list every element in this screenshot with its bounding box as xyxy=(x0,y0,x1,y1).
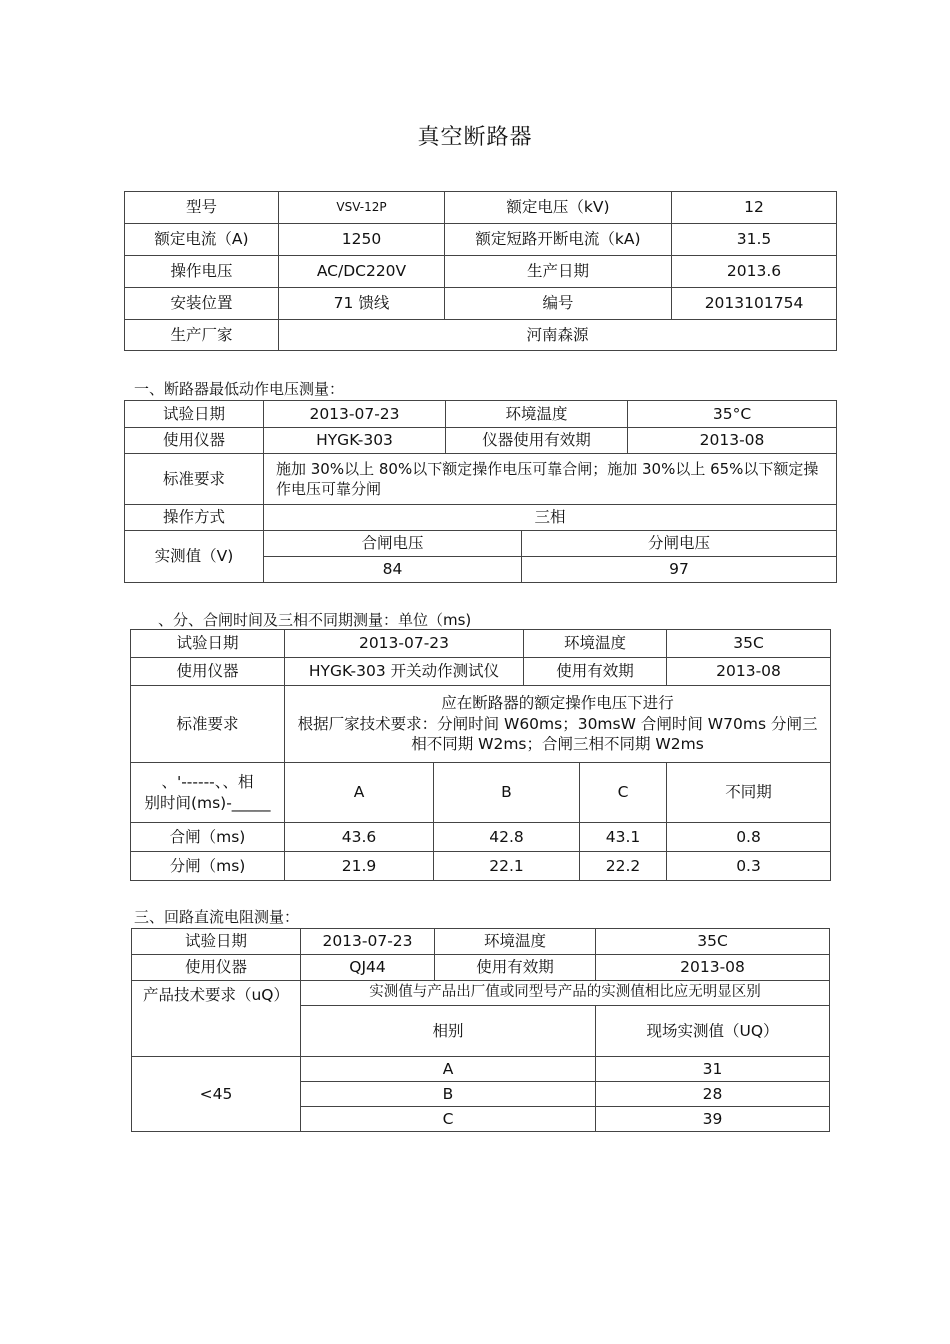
sec2-req-label: 标准要求 xyxy=(131,686,285,763)
sec3-phase-cell: C xyxy=(301,1107,596,1132)
model-label: 型号 xyxy=(125,192,279,224)
sec3-phase-cell: A xyxy=(301,1057,596,1082)
sec3-limit-value: <45 xyxy=(132,1057,301,1132)
sec1-temp-value: 35°C xyxy=(628,401,837,428)
sec1-close-value: 84 xyxy=(264,557,522,583)
sec1-req-value: 施加 30%以上 80%以下额定操作电压可靠合闸；施加 30%以上 65%以下额定操作电压可靠分闸 xyxy=(264,454,837,505)
document-title: 真空断路器 xyxy=(417,125,533,150)
sec2-temp-label: 环境温度 xyxy=(524,630,667,658)
location-label: 安装位置 xyxy=(125,288,279,320)
sec2-cell-a: 43.6 xyxy=(285,823,434,852)
serial-label: 编号 xyxy=(445,288,672,320)
rated-current-label: 额定电流（A) xyxy=(125,224,279,256)
sec2-date-label: 试验日期 xyxy=(131,630,285,658)
sec1-instr-label: 使用仪器 xyxy=(125,428,264,454)
sec1-close-label: 合闸电压 xyxy=(264,531,522,557)
prod-date-value: 2013.6 xyxy=(672,256,837,288)
rated-voltage-value: 12 xyxy=(672,192,837,224)
sec2-corner-line1: 、'------、、相 xyxy=(161,772,254,791)
sec2-temp-value: 35C xyxy=(667,630,831,658)
timing-table xyxy=(130,629,831,881)
section2-heading: 、分、合闸时间及三相不同期测量：单位（ms) xyxy=(158,611,472,629)
min-voltage-table xyxy=(124,400,837,583)
sec2-col-c: C xyxy=(580,763,667,823)
sec2-req-line2: 根据厂家技术要求：分闸时间 W60ms；30msW 合闸时间 W70ms 分闸三相不同期 W2ms；合闸三相不同期 W2ms xyxy=(297,714,818,754)
section1-heading: 一、断路器最低动作电压测量： xyxy=(134,380,345,398)
short-break-value: 31.5 xyxy=(672,224,837,256)
sec3-phase-label: 相别 xyxy=(301,1006,596,1057)
maker-label: 生产厂家 xyxy=(125,320,279,351)
sec2-row-label: 合闸（ms) xyxy=(131,823,285,852)
sec2-cell-diff: 0.8 xyxy=(667,823,831,852)
sec2-row-label: 分闸（ms) xyxy=(131,852,285,881)
sec1-req-label: 标准要求 xyxy=(125,454,264,505)
sec1-open-value: 97 xyxy=(522,557,837,583)
sec2-req-line1: 应在断路器的额定操作电压下进行 xyxy=(441,693,674,712)
sec2-valid-value: 2013-08 xyxy=(667,658,831,686)
sec2-cell-b: 42.8 xyxy=(434,823,580,852)
sec3-value-cell: 31 xyxy=(596,1057,830,1082)
resistance-table xyxy=(131,928,830,1132)
sec1-date-label: 试验日期 xyxy=(125,401,264,428)
sec2-cell-diff: 0.3 xyxy=(667,852,831,881)
sec3-measured-label: 现场实测值（UQ） xyxy=(596,1006,830,1057)
sec3-date-label: 试验日期 xyxy=(132,929,301,955)
sec3-valid-value: 2013-08 xyxy=(596,955,830,981)
info-table xyxy=(124,191,837,351)
sec2-req-value xyxy=(285,686,831,763)
sec2-cell-c: 43.1 xyxy=(580,823,667,852)
rated-current-value: 1250 xyxy=(279,224,445,256)
sec2-corner-cell xyxy=(131,763,285,823)
sec3-value-cell: 28 xyxy=(596,1082,830,1107)
section3-heading: 三、回路直流电阻测量： xyxy=(134,908,300,926)
sec1-instr-value: HYGK-303 xyxy=(264,428,446,454)
sec2-cell-a: 21.9 xyxy=(285,852,434,881)
prod-date-label: 生产日期 xyxy=(445,256,672,288)
sec3-instr-value: QJ44 xyxy=(301,955,435,981)
sec3-req-note: 实测值与产品出厂值或同型号产品的实测值相比应无明显区别 xyxy=(301,981,830,1006)
sec2-date-value: 2013-07-23 xyxy=(285,630,524,658)
sec2-cell-c: 22.2 xyxy=(580,852,667,881)
rated-voltage-label: 额定电压（kV) xyxy=(445,192,672,224)
sec2-valid-label: 使用有效期 xyxy=(524,658,667,686)
op-voltage-label: 操作电压 xyxy=(125,256,279,288)
sec2-corner-line2: 别时间(ms)-_____ xyxy=(144,793,271,812)
model-value: VSV-12P xyxy=(279,192,445,224)
table-row xyxy=(131,852,831,881)
sec1-meas-label: 实测值（V) xyxy=(125,531,264,583)
short-break-label: 额定短路开断电流（kA) xyxy=(445,224,672,256)
sec3-tech-label: 产品技术要求（uQ） xyxy=(132,981,301,1057)
sec2-col-b: B xyxy=(434,763,580,823)
sec1-valid-label: 仪器使用有效期 xyxy=(446,428,628,454)
sec1-open-label: 分闸电压 xyxy=(522,531,837,557)
sec1-mode-label: 操作方式 xyxy=(125,505,264,531)
sec3-instr-label: 使用仪器 xyxy=(132,955,301,981)
sec3-date-value: 2013-07-23 xyxy=(301,929,435,955)
serial-value: 2013101754 xyxy=(672,288,837,320)
table-row xyxy=(132,1057,830,1082)
op-voltage-value: AC/DC220V xyxy=(279,256,445,288)
table-row xyxy=(131,823,831,852)
sec1-mode-value: 三相 xyxy=(264,505,837,531)
sec1-valid-value: 2013-08 xyxy=(628,428,837,454)
sec3-value-cell: 39 xyxy=(596,1107,830,1132)
sec2-instr-value: HYGK-303 开关动作测试仪 xyxy=(285,658,524,686)
sec1-date-value: 2013-07-23 xyxy=(264,401,446,428)
location-value: 71 馈线 xyxy=(279,288,445,320)
sec1-temp-label: 环境温度 xyxy=(446,401,628,428)
sec3-phase-cell: B xyxy=(301,1082,596,1107)
sec2-col-a: A xyxy=(285,763,434,823)
sec2-col-diff: 不同期 xyxy=(667,763,831,823)
maker-value: 河南森源 xyxy=(279,320,837,351)
sec2-cell-b: 22.1 xyxy=(434,852,580,881)
sec3-temp-label: 环境温度 xyxy=(435,929,596,955)
sec3-valid-label: 使用有效期 xyxy=(435,955,596,981)
sec2-instr-label: 使用仪器 xyxy=(131,658,285,686)
sec3-temp-value: 35C xyxy=(596,929,830,955)
